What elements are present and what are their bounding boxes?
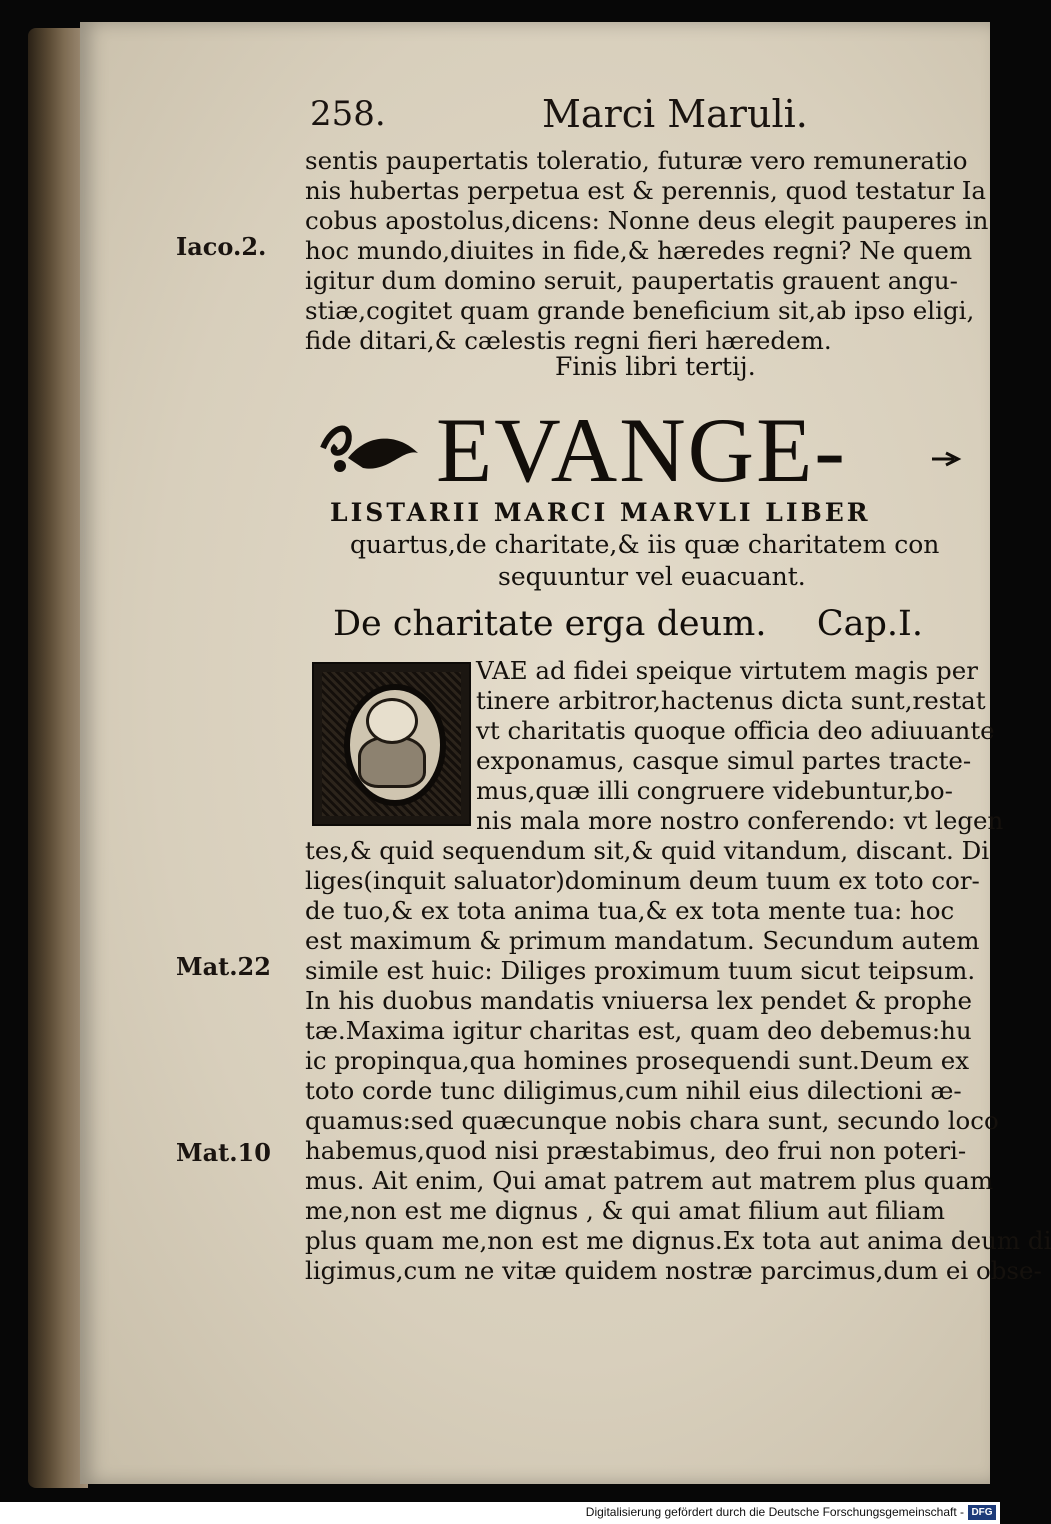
title-subtitle-line: sequuntur vel euacuant.	[498, 562, 806, 591]
running-head	[310, 92, 950, 136]
text-line: fide ditari,& cælestis regni fieri hæredem.	[305, 326, 832, 355]
text-line: nis hubertas perpetua est & perennis, quod testatur Ia	[305, 176, 987, 205]
chapter-title: De charitate erga deum.	[333, 604, 767, 644]
text-line: tinere arbitror,hactenus dicta sunt,restat	[476, 686, 986, 715]
text-line: mus,quæ illi congruere videbuntur,bo-	[476, 776, 953, 805]
text-line: est maximum & primum mandatum. Secundum autem	[305, 926, 980, 955]
text-line: igitur dum domino seruit, paupertatis grauent angu-	[305, 266, 958, 295]
text-line: tes,& quid sequendum sit,& quid vitandum, discant. Di	[305, 836, 990, 865]
text-line: plus quam me,non est me dignus.Ex tota aut anima deum di	[305, 1226, 1051, 1255]
text-line: In his duobus mandatis vniuersa lex pendet & prophe	[305, 986, 973, 1015]
chapter-number: Cap.I.	[816, 604, 923, 644]
footer-credit: Digitalisierung gefördert durch die Deutsche Forschungsgemeinschaft -	[585, 1505, 964, 1519]
text-line: mus. Ait enim, Qui amat patrem aut matrem plus quam	[305, 1166, 994, 1195]
indented-paragraph	[476, 656, 1004, 836]
title-subtitle-line: quartus,de charitate,& iis quæ charitatem con	[350, 530, 940, 559]
text-line: ic propinqua,qua homines prosequendi sunt.Deum ex	[305, 1046, 970, 1075]
marginal-note-jaco: Iaco.2.	[176, 232, 267, 261]
text-line: de tuo,& ex tota anima tua,& ex tota mente tua: hoc	[305, 896, 955, 925]
text-line: tæ.Maxima igitur charitas est, quam deo debemus:hu	[305, 1016, 972, 1045]
text-line: ligimus,cum ne vitæ quidem nostræ parcimus,dum ei obse-	[305, 1256, 1042, 1285]
title-caps-line: LISTARII MARCI MARVLI LIBER	[330, 498, 871, 527]
text-line: exponamus, casque simul partes tracte-	[476, 746, 972, 775]
text-line: me,non est me dignus , & qui amat filium aut filiam	[305, 1196, 945, 1225]
text-line: toto corde tunc diligimus,cum nihil eius dilectioni æ-	[305, 1076, 962, 1105]
finis-line: Finis libri tertij.	[555, 352, 756, 381]
body-paragraph	[305, 836, 1051, 1286]
ornament-icon	[318, 418, 428, 478]
text-line: simile est huic: Diliges proximum tuum sicut teipsum.	[305, 956, 976, 985]
top-paragraph	[305, 146, 989, 356]
marginal-note-mat10: Mat.10	[176, 1138, 271, 1167]
page-number: 258.	[310, 94, 386, 134]
text-line: quamus:sed quæcunque nobis chara sunt, secundo loco	[305, 1106, 999, 1135]
footer-bar	[0, 1502, 1000, 1524]
text-line: vt charitatis quoque officia deo adiuuante	[476, 716, 995, 745]
title-large-letters: EVANGE-	[436, 399, 847, 501]
decorated-initial-q	[312, 662, 471, 826]
text-line: stiæ,cogitet quam grande beneficium sit,ab ipso eligi,	[305, 296, 975, 325]
text-line: hoc mundo,diuites in fide,& hæredes regni? Ne quem	[305, 236, 973, 265]
text-line: sentis paupertatis toleratio, futuræ vero remuneratio	[305, 146, 968, 175]
running-title: Marci Maruli.	[542, 92, 808, 136]
text-line: habemus,quod nisi præstabimus, deo frui non poteri-	[305, 1136, 967, 1165]
text-line: nis mala more nostro conferendo: vt legen	[476, 806, 1004, 835]
dfg-logo-icon: DFG	[968, 1505, 996, 1520]
marginal-note-mat22: Mat.22	[176, 952, 271, 981]
text-line: VAE ad fidei speique virtutem magis per	[476, 656, 978, 685]
chapter-heading	[333, 604, 923, 648]
book-title	[318, 400, 958, 510]
text-line: cobus apostolus,dicens: Nonne deus elegit pauperes in	[305, 206, 989, 235]
cherub-face-icon	[366, 698, 418, 744]
text-line: liges(inquit saluator)dominum deum tuum ex toto cor-	[305, 866, 980, 895]
arrow-ornament-icon	[932, 452, 962, 466]
book-edge	[28, 28, 88, 1488]
